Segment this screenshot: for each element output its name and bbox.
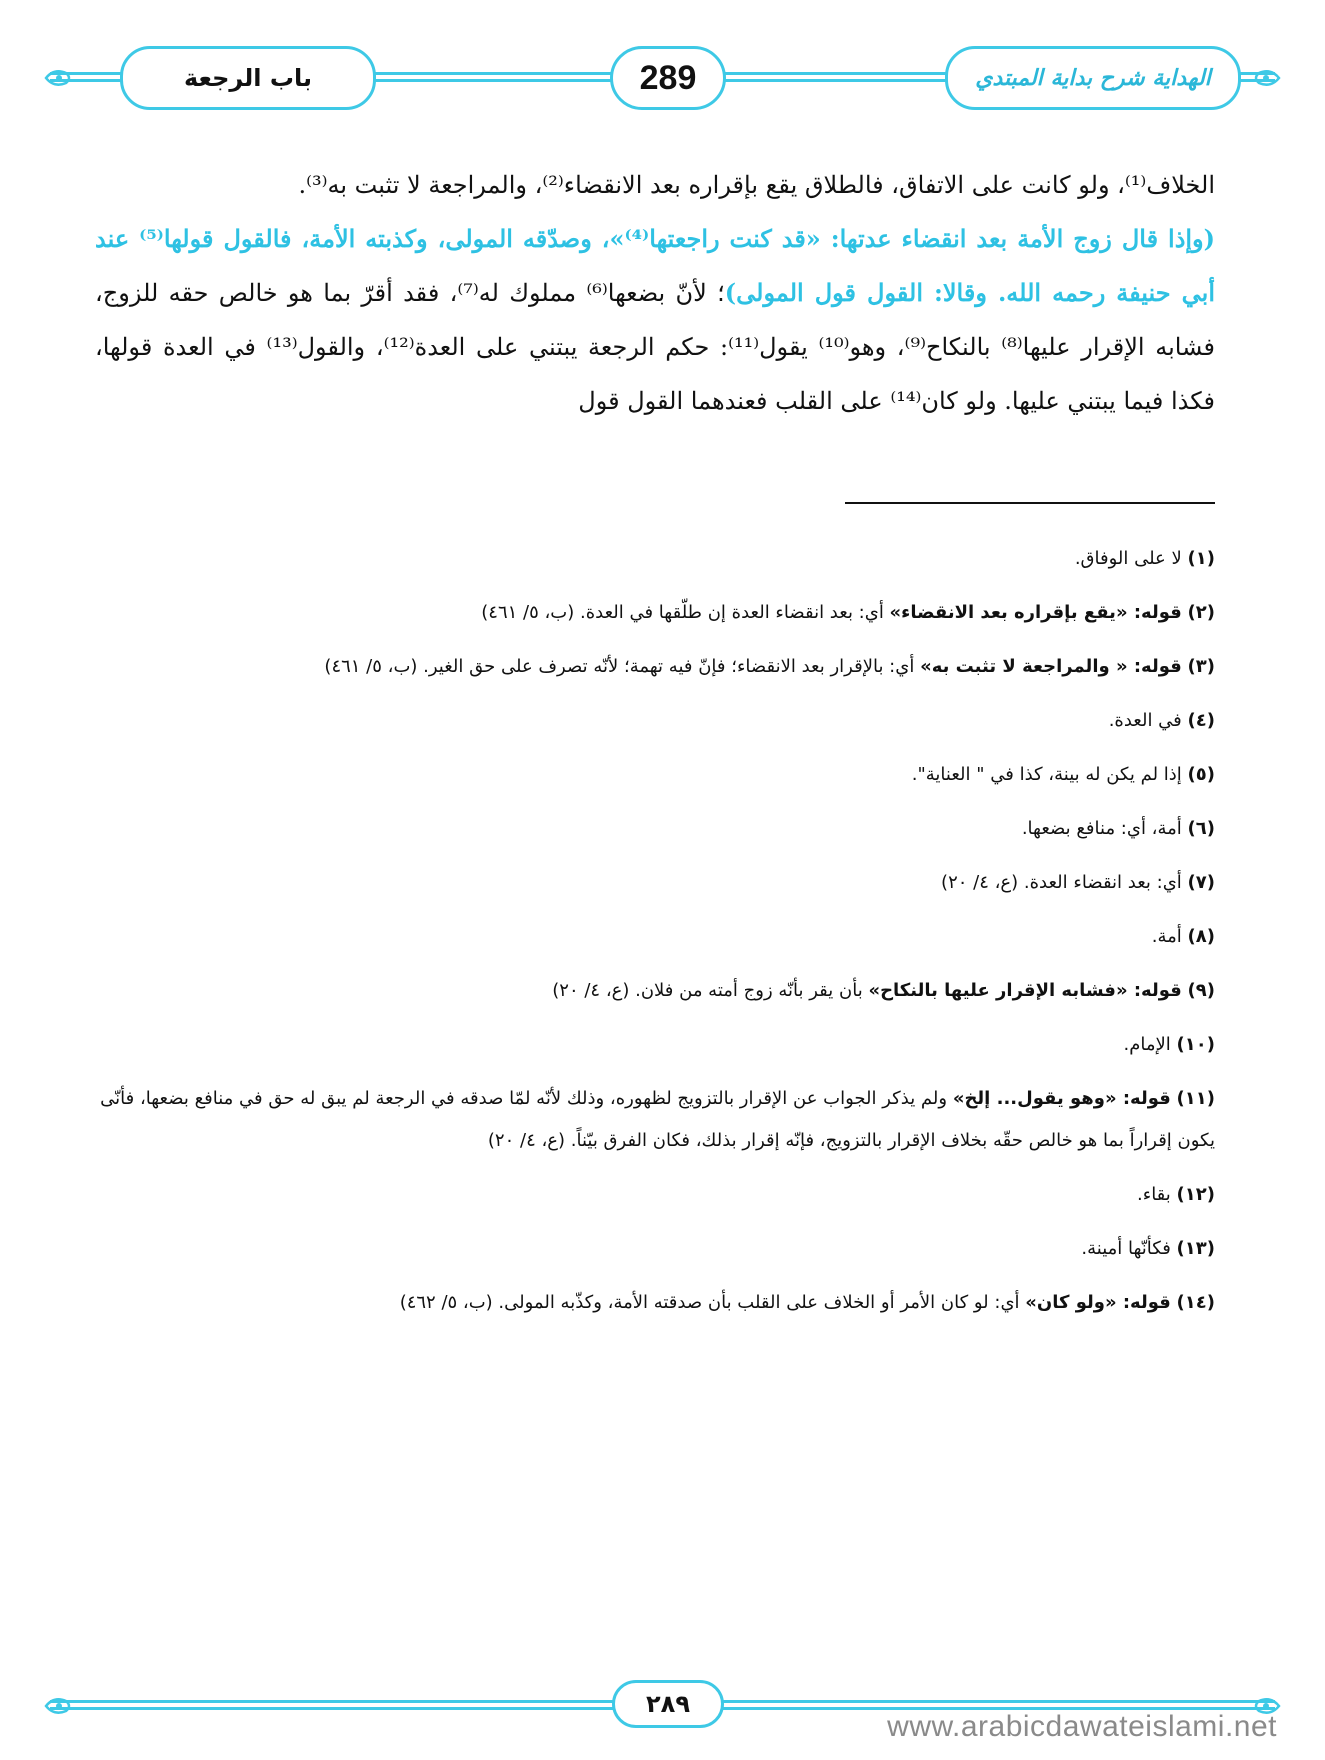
paragraph bbox=[95, 158, 1215, 212]
footnote-number: (٧) bbox=[1187, 872, 1215, 893]
footnote bbox=[95, 1078, 1215, 1162]
footnote-text: بقاء. bbox=[1137, 1184, 1171, 1205]
paragraph-text: الخلاف⁽¹⁾، ولو كانت على الاتفاق، فالطلاق يقع بإقراره بعد الانقضاء⁽²⁾، والمراجعة لا تثبت به⁽³⁾. bbox=[298, 171, 1215, 199]
footnote bbox=[95, 646, 1215, 688]
footnote-text: بأن يقر بأنّه زوج أمته من فلان. (ع، ٤/ ٢٠) bbox=[552, 980, 869, 1001]
footnote-number: (٤) bbox=[1187, 710, 1215, 731]
footer-page-number: ٢٨٩ bbox=[646, 1690, 690, 1718]
footnote-text: ولم يذكر الجواب عن الإقرار بالتزويج لظهوره، وذلك لأنّه لمّا صدقه في الرجعة لم يبق له حق في منافع بضعها، فأنّى يكون إقراراً بما هو خالص حقّه بخلاف الإقرار بالتزويج، فإنّه إقرار بذلك، فكان الفرق بيّناً. (ع، ٤/ ٢٠) bbox=[100, 1088, 1215, 1151]
footnote-text: لا على الوفاق. bbox=[1074, 548, 1182, 569]
footnote bbox=[95, 538, 1215, 580]
footnote-text: أمة، أي: منافع بضعها. bbox=[1021, 818, 1182, 839]
footnote bbox=[95, 808, 1215, 850]
ornament-icon bbox=[44, 1691, 74, 1721]
footnote-text: أي: بالإقرار بعد الانقضاء؛ فإنّ فيه تهمة؛ لأنّه تصرف على حق الغير. (ب، ٥/ ٤٦١) bbox=[324, 656, 921, 677]
footnote-number: (٣) bbox=[1187, 656, 1215, 677]
footnote-number: (٩) bbox=[1187, 980, 1215, 1001]
footnote-text: إذا لم يكن له بينة، كذا في " العناية". bbox=[911, 764, 1182, 785]
page-number: 289 bbox=[639, 58, 697, 97]
footnote-text: فكأنّها أمينة. bbox=[1081, 1238, 1171, 1259]
footnote bbox=[95, 970, 1215, 1012]
footnote-text: أمة. bbox=[1151, 926, 1182, 947]
footnote-number: (٢) bbox=[1187, 602, 1215, 623]
footnote bbox=[95, 916, 1215, 958]
footnote-number: (١٣) bbox=[1176, 1238, 1215, 1259]
book-title-cartouche bbox=[945, 46, 1241, 110]
footnotes bbox=[95, 538, 1215, 1336]
footnote-number: (٥) bbox=[1187, 764, 1215, 785]
footnote bbox=[95, 1024, 1215, 1066]
ornament-icon bbox=[1251, 63, 1281, 93]
footnote-lead: قوله: «فشابه الإقرار عليها بالنكاح» bbox=[868, 980, 1182, 1001]
footnote-lead: قوله: «يقع بإقراره بعد الانقضاء» bbox=[889, 602, 1182, 623]
chapter-title: باب الرجعة bbox=[183, 64, 313, 92]
sharh-text: ؛ لأنّ بضعها⁽⁶⁾ مملوك له⁽⁷⁾، فقد أقرّ بما هو خالص حقه للزوج، فشابه الإقرار عليها⁽⁸⁾ بالنكاح⁽⁹⁾، وهو⁽¹⁰⁾ يقول⁽¹¹⁾: حكم الرجعة يبتني على العدة⁽¹²⁾، والقول⁽¹³⁾ في العدة قولها، فكذا فيما يبتني عليها. ولو كان⁽¹⁴⁾ على القلب فعندهما القول قول bbox=[95, 279, 1215, 415]
footnote bbox=[95, 862, 1215, 904]
footnote-number: (٦) bbox=[1187, 818, 1215, 839]
footnote-lead: قوله: «ولو كان» bbox=[1025, 1292, 1171, 1313]
footnote bbox=[95, 1228, 1215, 1270]
main-text bbox=[95, 158, 1215, 428]
footnote-divider bbox=[845, 502, 1215, 504]
footnote-number: (١٤) bbox=[1176, 1292, 1215, 1313]
footnote-number: (٨) bbox=[1187, 926, 1215, 947]
footnote bbox=[95, 700, 1215, 742]
footnote bbox=[95, 592, 1215, 634]
chapter-title-cartouche bbox=[120, 46, 376, 110]
footnote bbox=[95, 1282, 1215, 1324]
website-url[interactable]: www.arabicdawateislami.net bbox=[887, 1710, 1277, 1743]
footnote bbox=[95, 754, 1215, 796]
footnote-text: في العدة. bbox=[1108, 710, 1182, 731]
footnote-number: (١٠) bbox=[1176, 1034, 1215, 1055]
matn-text: (وإذا قال زوج الأمة بعد انقضاء عدتها: «قد كنت راجعتها⁽⁴⁾»، وصدّقه المولى، وكذبته الأمة، فالقول قولها⁽⁵⁾ عند أبي حنيفة رحمه الله. وقالا: القول قول المولى) bbox=[95, 224, 1215, 307]
footnote-lead: قوله: « والمراجعة لا تثبت به» bbox=[920, 656, 1182, 677]
footnote-number: (١) bbox=[1187, 548, 1215, 569]
footer-page-number-cartouche bbox=[612, 1680, 724, 1728]
footnote bbox=[95, 1174, 1215, 1216]
paragraph bbox=[95, 212, 1215, 428]
page-header bbox=[50, 38, 1275, 114]
book-title: الهداية شرح بداية المبتدي bbox=[975, 65, 1211, 91]
footnote-text: أي: بعد انقضاء العدة. (ع، ٤/ ٢٠) bbox=[941, 872, 1182, 893]
footnote-text: أي: لو كان الأمر أو الخلاف على القلب بأن صدقته الأمة، وكذّبه المولى. (ب، ٥/ ٤٦٢) bbox=[399, 1292, 1026, 1313]
ornament-icon bbox=[44, 63, 74, 93]
footnote-lead: قوله: «وهو يقول... إلخ» bbox=[952, 1088, 1171, 1109]
footnote-text: الإمام. bbox=[1123, 1034, 1171, 1055]
footnote-text: أي: بعد انقضاء العدة إن طلّقها في العدة. (ب، ٥/ ٤٦١) bbox=[481, 602, 890, 623]
footnote-number: (١١) bbox=[1176, 1088, 1215, 1109]
footnote-number: (١٢) bbox=[1176, 1184, 1215, 1205]
page-number-cartouche bbox=[610, 46, 726, 110]
